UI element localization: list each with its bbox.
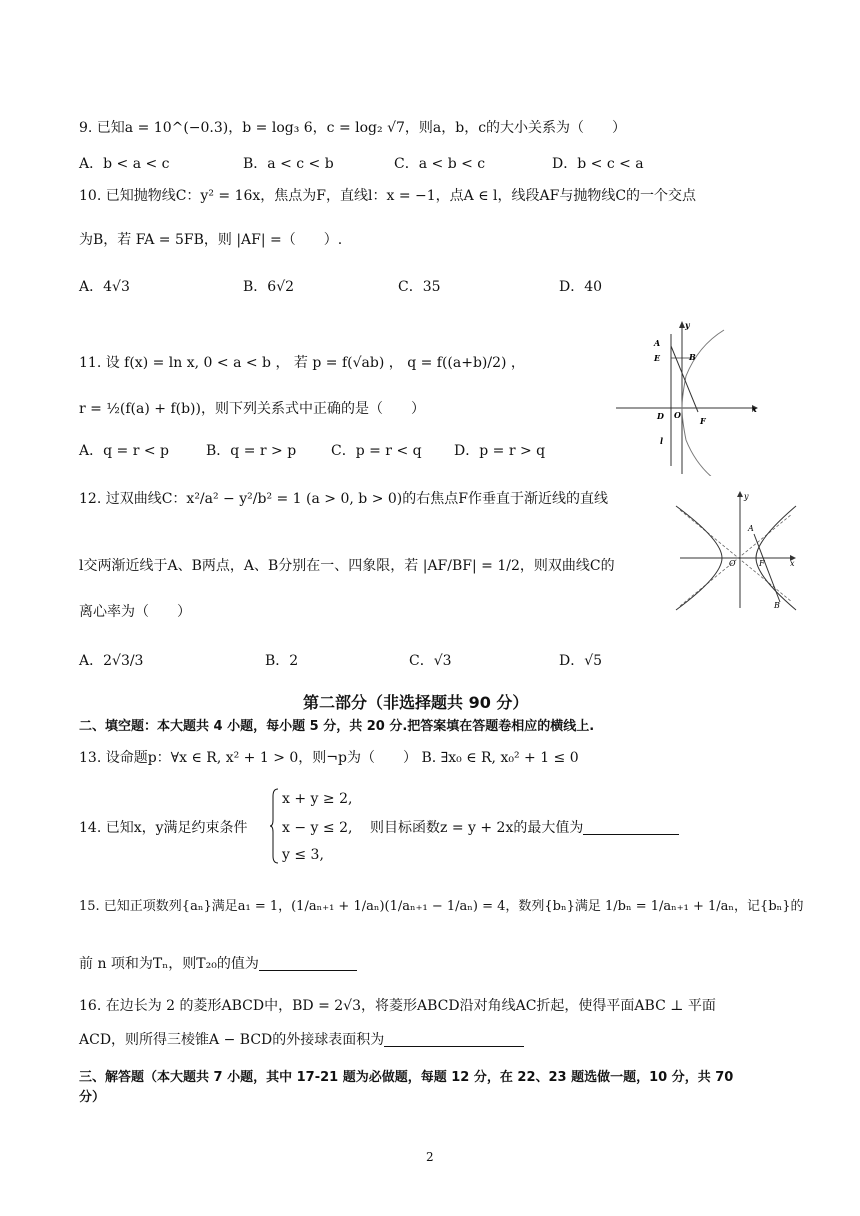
q11-option-b: B．q = r > p bbox=[206, 443, 297, 459]
q12-hyperbola-figure bbox=[672, 490, 802, 612]
q14-suffix: 则目标函数z = y + 2x的最大值为 bbox=[370, 820, 584, 836]
q10-stem-line2: 为B，若 FA = 5FB，则 |AF| =（ ）. bbox=[79, 232, 343, 248]
q16-stem-line1: 16. 在边长为 2 的菱形ABCD中，BD = 2√3，将菱形ABCD沿对角线AC折起，使得平面ABC ⊥ 平面 bbox=[79, 998, 716, 1014]
q10-stem-line1: 10. 已知抛物线C：y² = 16x，焦点为F，直线l：x = −1，点A ∈ l，线段AF与抛物线C的一个交点 bbox=[79, 188, 697, 204]
q12-stem-line2: l交两渐近线于A、B两点，A、B分别在一、四象限，若 |AF/BF| = 1/2，则双曲线C的 bbox=[79, 558, 615, 574]
q11-fig-label-e: E bbox=[654, 353, 661, 363]
q15-stem-row2 bbox=[79, 955, 357, 973]
q14-constraint-3: y ≤ 3, bbox=[282, 847, 324, 863]
q12-option-a: A．2√3/3 bbox=[79, 653, 144, 669]
q12-stem-line1: 12. 过双曲线C：x²/a² − y²/b² = 1 (a > 0, b > 0)的右焦点F作垂直于渐近线的直线 bbox=[79, 491, 608, 507]
q9-option-c: C．a < b < c bbox=[394, 156, 486, 172]
q14-suffix-row bbox=[370, 819, 679, 837]
q15-stem-line1: 15. 已知正项数列{aₙ}满足a₁ = 1，(1/aₙ₊₁ + 1/aₙ)(1/aₙ₊₁ − 1/aₙ) = 4，数列{bₙ}满足 1/bₙ = 1/aₙ₊₁ + 1/aₙ，记{bₙ}的 bbox=[79, 899, 804, 914]
q16-answer-blank bbox=[384, 1032, 524, 1047]
part2-title: 第二部分（非选择题共 90 分） bbox=[303, 693, 529, 712]
q14-prefix: 14. 已知x，y满足约束条件 bbox=[79, 820, 248, 836]
q10-option-a: A．4√3 bbox=[79, 279, 130, 295]
q12-option-b: B．2 bbox=[265, 653, 299, 669]
q15-stem-line2: 前 n 项和为Tₙ，则T₂₀的值为 bbox=[79, 956, 259, 972]
q11-fig-label-f: F bbox=[700, 416, 706, 426]
q11-fig-label-a: A bbox=[654, 338, 661, 348]
q16-stem-line2: ACD，则所得三棱锥A − BCD的外接球表面积为 bbox=[79, 1032, 385, 1048]
q12-fig-label-y: y bbox=[744, 492, 749, 501]
q12-option-d: D．√5 bbox=[559, 653, 603, 669]
q11-fig-label-x: x bbox=[752, 404, 757, 414]
q11-option-a: A．q = r < p bbox=[79, 443, 169, 459]
q10-option-d: D．40 bbox=[559, 279, 603, 295]
q9-option-a: A．b < a < c bbox=[79, 156, 170, 172]
q15-answer-blank bbox=[259, 956, 357, 971]
q12-fig-label-x: x bbox=[790, 559, 795, 568]
q11-parabola-figure bbox=[612, 316, 762, 476]
section3-heading-cont: 分） bbox=[79, 1090, 106, 1105]
q14-answer-blank bbox=[583, 820, 679, 835]
q12-fig-label-o: O bbox=[729, 559, 736, 568]
q16-stem-row2 bbox=[79, 1031, 524, 1049]
q12-fig-label-b: B bbox=[774, 601, 780, 610]
section3-heading: 三、解答题（本大题共 7 小题，其中 17-21 题为必做题，每题 12 分，在 22、23 题选做一题，10 分，共 70 bbox=[79, 1070, 734, 1085]
q11-fig-label-d: D bbox=[657, 411, 664, 421]
q9-option-b: B．a < c < b bbox=[243, 156, 334, 172]
q12-fig-label-a: A bbox=[748, 524, 754, 533]
q12-fig-label-f: F bbox=[759, 559, 765, 568]
q10-option-b: B．6√2 bbox=[243, 279, 295, 295]
q11-fig-label-b: B bbox=[689, 352, 696, 362]
q10-option-c: C．35 bbox=[398, 279, 441, 295]
q14-brace bbox=[269, 788, 279, 864]
q11-option-c: C．p = r < q bbox=[331, 443, 422, 459]
q11-fig-label-o: O bbox=[674, 410, 681, 420]
q11-stem-line2: r = ½(f(a) + f(b))，则下列关系式中正确的是（ ） bbox=[79, 401, 425, 417]
q14-constraint-1: x + y ≥ 2, bbox=[282, 791, 353, 807]
q11-stem-line1: 11. 设 f(x) = ln x, 0 < a < b ， 若 p = f(√ab) ， q = f((a+b)/2) ， bbox=[79, 355, 525, 371]
q13-stem: 13. 设命题p：∀x ∈ R, x² + 1 > 0，则¬p为（ ） B. ∃x₀ ∈ R, x₀² + 1 ≤ 0 bbox=[79, 750, 579, 766]
page-number: 2 bbox=[426, 1150, 434, 1164]
section2-heading: 二、填空题：本大题共 4 小题，每小题 5 分，共 20 分.把答案填在答题卷相应的横线上. bbox=[79, 719, 595, 734]
q11-fig-label-y: y bbox=[685, 320, 690, 330]
q11-fig-label-l: l bbox=[660, 436, 664, 446]
q11-option-d: D．p = r > q bbox=[454, 443, 546, 459]
q12-option-c: C．√3 bbox=[409, 653, 452, 669]
q12-stem-line3: 离心率为（ ） bbox=[79, 604, 191, 620]
q9-stem: 9. 已知a = 10^(−0.3)，b = log₃ 6，c = log₂ √7，则a，b，c的大小关系为（ ） bbox=[79, 120, 627, 136]
q9-option-d: D．b < c < a bbox=[552, 156, 644, 172]
q14-constraint-2: x − y ≤ 2, bbox=[282, 820, 353, 836]
